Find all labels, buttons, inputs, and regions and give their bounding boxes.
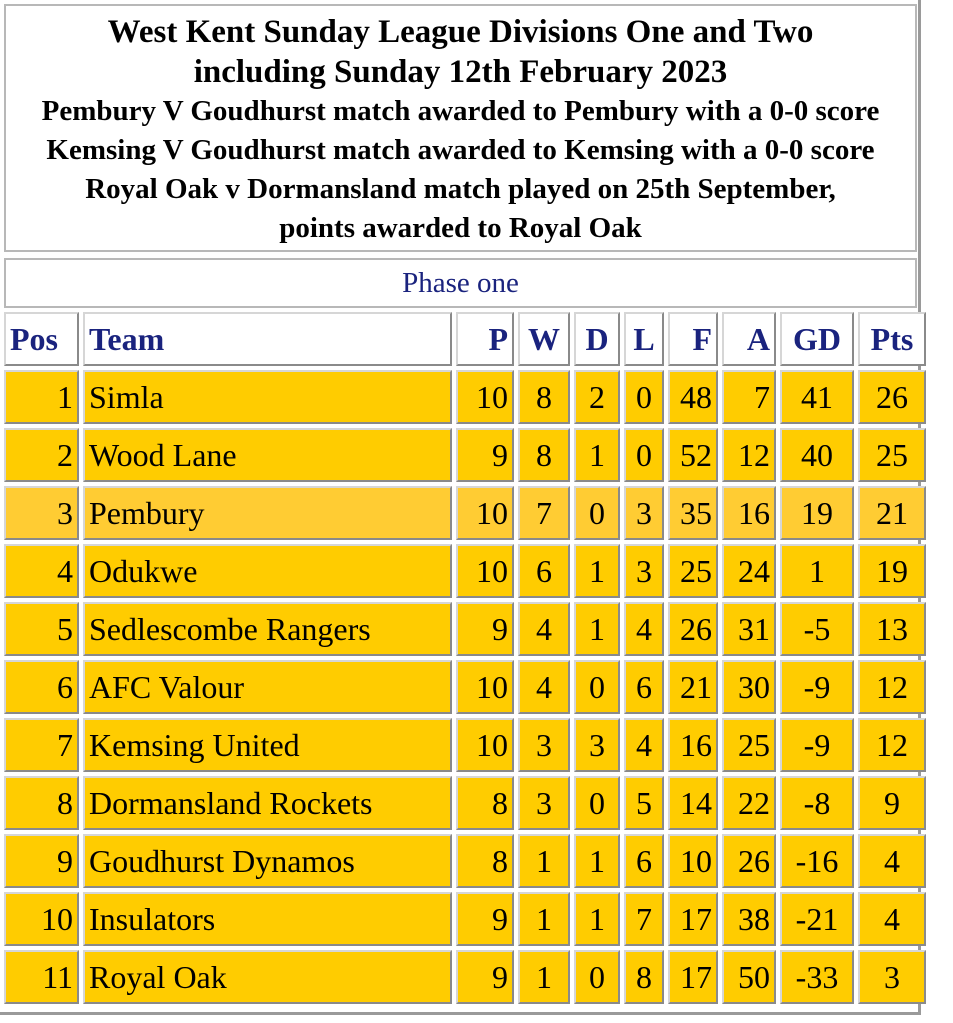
table-row (4, 428, 926, 482)
league-header (4, 4, 917, 252)
column-header-team: Team (83, 312, 452, 366)
cell-lost: 3 (624, 486, 664, 540)
cell-played: 10 (456, 486, 514, 540)
cell-goals-for: 48 (668, 370, 718, 424)
cell-played: 9 (456, 950, 514, 1004)
league-table (0, 308, 930, 1008)
cell-goal-difference: 40 (780, 428, 854, 482)
cell-pos: 7 (4, 718, 79, 772)
cell-drawn: 1 (574, 892, 620, 946)
table-row (4, 892, 926, 946)
league-note-1: Pembury V Goudhurst match awarded to Pembury with a 0-0 score (41, 95, 880, 127)
phase-label: Phase one (4, 258, 917, 308)
cell-points: 21 (858, 486, 926, 540)
cell-goals-against: 50 (722, 950, 776, 1004)
cell-goals-for: 21 (668, 660, 718, 714)
cell-pos: 4 (4, 544, 79, 598)
cell-lost: 5 (624, 776, 664, 830)
cell-drawn: 0 (574, 486, 620, 540)
cell-goals-against: 30 (722, 660, 776, 714)
cell-drawn: 1 (574, 428, 620, 482)
cell-goal-difference: 19 (780, 486, 854, 540)
cell-goal-difference: -16 (780, 834, 854, 888)
cell-pos: 8 (4, 776, 79, 830)
cell-pos: 10 (4, 892, 79, 946)
cell-goals-against: 38 (722, 892, 776, 946)
cell-points: 4 (858, 892, 926, 946)
column-header-drawn: D (574, 312, 620, 366)
column-header-won: W (518, 312, 570, 366)
cell-played: 10 (456, 370, 514, 424)
cell-won: 8 (518, 428, 570, 482)
cell-points: 19 (858, 544, 926, 598)
cell-goal-difference: -5 (780, 602, 854, 656)
cell-drawn: 1 (574, 834, 620, 888)
cell-played: 9 (456, 428, 514, 482)
cell-goal-difference: 41 (780, 370, 854, 424)
cell-goals-against: 12 (722, 428, 776, 482)
cell-goal-difference: -21 (780, 892, 854, 946)
cell-team: Dormansland Rockets (83, 776, 452, 830)
cell-goal-difference: -33 (780, 950, 854, 1004)
cell-goals-for: 17 (668, 950, 718, 1004)
cell-goals-for: 14 (668, 776, 718, 830)
cell-pos: 5 (4, 602, 79, 656)
cell-played: 8 (456, 776, 514, 830)
cell-drawn: 1 (574, 602, 620, 656)
league-title-line-2: including Sunday 12th February 2023 (193, 54, 728, 90)
cell-goals-against: 25 (722, 718, 776, 772)
cell-played: 10 (456, 544, 514, 598)
cell-drawn: 0 (574, 660, 620, 714)
table-row (4, 660, 926, 714)
cell-goal-difference: -8 (780, 776, 854, 830)
cell-won: 6 (518, 544, 570, 598)
cell-drawn: 2 (574, 370, 620, 424)
cell-played: 9 (456, 892, 514, 946)
cell-team: Sedlescombe Rangers (83, 602, 452, 656)
table-row (4, 486, 926, 540)
cell-team: Kemsing United (83, 718, 452, 772)
cell-pos: 9 (4, 834, 79, 888)
cell-team: Royal Oak (83, 950, 452, 1004)
cell-team: Pembury (83, 486, 452, 540)
cell-points: 26 (858, 370, 926, 424)
cell-team: AFC Valour (83, 660, 452, 714)
cell-lost: 7 (624, 892, 664, 946)
cell-won: 4 (518, 660, 570, 714)
table-row (4, 370, 926, 424)
cell-goals-against: 31 (722, 602, 776, 656)
cell-drawn: 0 (574, 776, 620, 830)
table-row (4, 602, 926, 656)
cell-goals-against: 16 (722, 486, 776, 540)
cell-won: 1 (518, 950, 570, 1004)
cell-lost: 0 (624, 428, 664, 482)
cell-goals-for: 17 (668, 892, 718, 946)
cell-goals-for: 25 (668, 544, 718, 598)
cell-lost: 4 (624, 602, 664, 656)
cell-goal-difference: -9 (780, 718, 854, 772)
cell-pos: 3 (4, 486, 79, 540)
cell-goal-difference: 1 (780, 544, 854, 598)
cell-team: Wood Lane (83, 428, 452, 482)
league-note-2: Kemsing V Goudhurst match awarded to Kemsing with a 0-0 score (46, 134, 875, 166)
cell-lost: 4 (624, 718, 664, 772)
cell-points: 12 (858, 718, 926, 772)
cell-lost: 6 (624, 660, 664, 714)
cell-won: 8 (518, 370, 570, 424)
league-note-4: points awarded to Royal Oak (279, 212, 642, 244)
cell-won: 3 (518, 776, 570, 830)
column-header-goals-against: A (722, 312, 776, 366)
cell-pos: 2 (4, 428, 79, 482)
cell-drawn: 3 (574, 718, 620, 772)
column-header-goals-for: F (668, 312, 718, 366)
table-row (4, 950, 926, 1004)
table-header-row (4, 312, 926, 366)
cell-won: 3 (518, 718, 570, 772)
cell-goal-difference: -9 (780, 660, 854, 714)
cell-pos: 11 (4, 950, 79, 1004)
league-note-3: Royal Oak v Dormansland match played on 25th September, (85, 173, 836, 205)
cell-goals-against: 7 (722, 370, 776, 424)
cell-goals-for: 52 (668, 428, 718, 482)
cell-played: 9 (456, 602, 514, 656)
table-row (4, 834, 926, 888)
cell-goals-for: 35 (668, 486, 718, 540)
cell-drawn: 0 (574, 950, 620, 1004)
column-header-played: P (456, 312, 514, 366)
cell-goals-against: 24 (722, 544, 776, 598)
cell-points: 12 (858, 660, 926, 714)
cell-points: 13 (858, 602, 926, 656)
cell-team: Odukwe (83, 544, 452, 598)
cell-team: Goudhurst Dynamos (83, 834, 452, 888)
table-row (4, 718, 926, 772)
table-row (4, 544, 926, 598)
league-title-line-1: West Kent Sunday League Divisions One and Two (107, 14, 814, 50)
cell-points: 9 (858, 776, 926, 830)
cell-played: 10 (456, 660, 514, 714)
cell-team: Insulators (83, 892, 452, 946)
cell-played: 8 (456, 834, 514, 888)
cell-won: 1 (518, 892, 570, 946)
cell-won: 4 (518, 602, 570, 656)
cell-goals-for: 10 (668, 834, 718, 888)
cell-lost: 8 (624, 950, 664, 1004)
cell-lost: 3 (624, 544, 664, 598)
cell-lost: 0 (624, 370, 664, 424)
cell-lost: 6 (624, 834, 664, 888)
cell-pos: 1 (4, 370, 79, 424)
table-row (4, 776, 926, 830)
cell-pos: 6 (4, 660, 79, 714)
column-header-goal-difference: GD (780, 312, 854, 366)
cell-goals-for: 16 (668, 718, 718, 772)
cell-won: 1 (518, 834, 570, 888)
cell-won: 7 (518, 486, 570, 540)
cell-team: Simla (83, 370, 452, 424)
column-header-lost: L (624, 312, 664, 366)
cell-points: 3 (858, 950, 926, 1004)
cell-goals-for: 26 (668, 602, 718, 656)
cell-goals-against: 22 (722, 776, 776, 830)
cell-drawn: 1 (574, 544, 620, 598)
league-table-body (4, 370, 926, 1004)
column-header-points: Pts (858, 312, 926, 366)
column-header-pos: Pos (4, 312, 79, 366)
cell-points: 4 (858, 834, 926, 888)
cell-played: 10 (456, 718, 514, 772)
cell-goals-against: 26 (722, 834, 776, 888)
cell-points: 25 (858, 428, 926, 482)
